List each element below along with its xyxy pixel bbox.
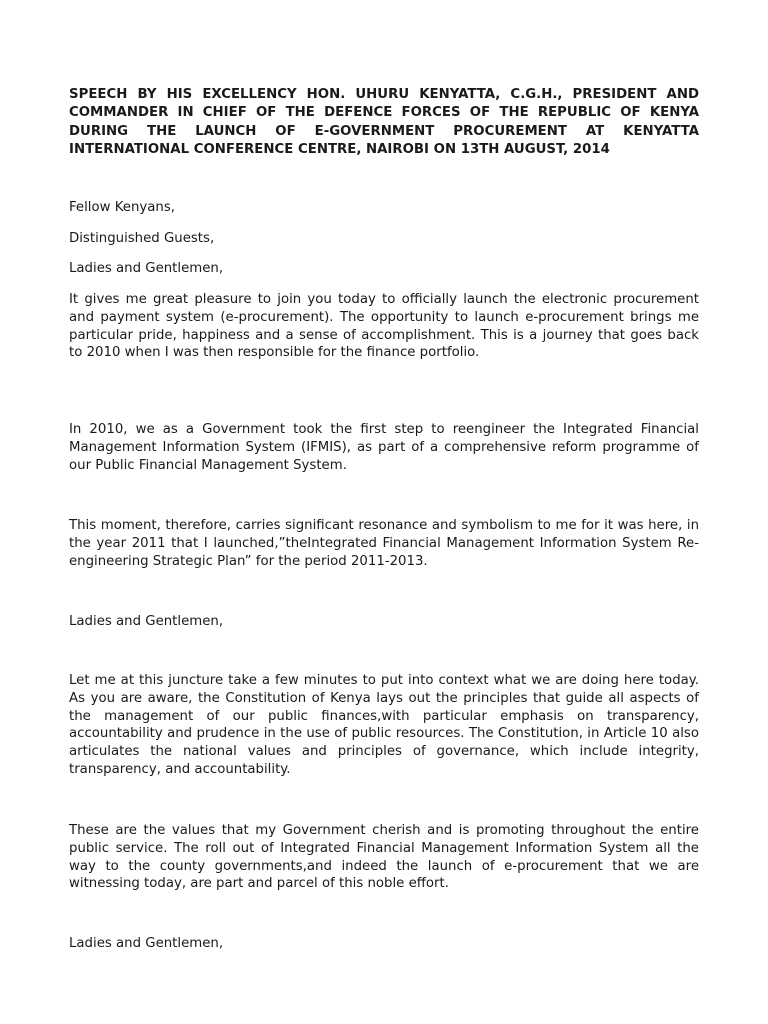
paragraph-resonance: This moment, therefore, carries significant resonance and symbolism to me for it was here, in the year 2011 that I launched,”theIntegrated Financial Management Information System Re-engineering Strategic Plan” for the period 2011-2013. bbox=[69, 518, 699, 569]
salutation-ladies-gentlemen-3: Ladies and Gentlemen, bbox=[69, 936, 224, 951]
paragraph-constitution: Let me at this juncture take a few minutes to put into context what we are doing here today. As you are aware, the Constitution of Kenya lays out the principles that guide all aspects of the management of our public finances,with particular emphasis on transparency, accountability and prudence in the use of public resources. The Constitution, in Article 10 also articulates the national values and principles of governance, which include integrity, transparency, and accountability. bbox=[69, 673, 699, 777]
salutation-distinguished-guests: Distinguished Guests, bbox=[69, 231, 215, 246]
paragraph-values: These are the values that my Government cherish and is promoting throughout the entire public service. The roll out of Integrated Financial Management Information System all the way to the county governments,and indeed the launch of e-procurement that we are witnessing today, are part and parcel of this noble effort. bbox=[69, 823, 699, 892]
salutation-fellow-kenyans: Fellow Kenyans, bbox=[69, 200, 175, 215]
salutation-ladies-gentlemen: Ladies and Gentlemen, bbox=[69, 261, 224, 276]
paragraph-ifmis-2010: In 2010, we as a Government took the first step to reengineer the Integrated Financial Management Information System (IFMIS), as part of a comprehensive reform programme of our Public Financial Management System. bbox=[69, 422, 699, 473]
salutation-ladies-gentlemen-2: Ladies and Gentlemen, bbox=[69, 614, 224, 629]
paragraph-launch: It gives me great pleasure to join you today to officially launch the electronic procurement and payment system (e-procurement). The opportunity to launch e-procurement brings me particular pride, happiness and a sense of accomplishment. This is a journey that goes back to 2010 when I was then responsible for the finance portfolio. bbox=[69, 292, 699, 361]
speech-title: SPEECH BY HIS EXCELLENCY HON. UHURU KENYATTA, C.G.H., PRESIDENT AND COMMANDER IN CHIEF OF THE DEFENCE FORCES OF THE REPUBLIC OF KENYA DURING THE LAUNCH OF E-GOVERNMENT PROCUREMENT AT KENYATTA INTERNATIONAL CONFERENCE CENTRE, NAIROBI ON 13TH AUGUST, 2014 bbox=[69, 87, 699, 157]
